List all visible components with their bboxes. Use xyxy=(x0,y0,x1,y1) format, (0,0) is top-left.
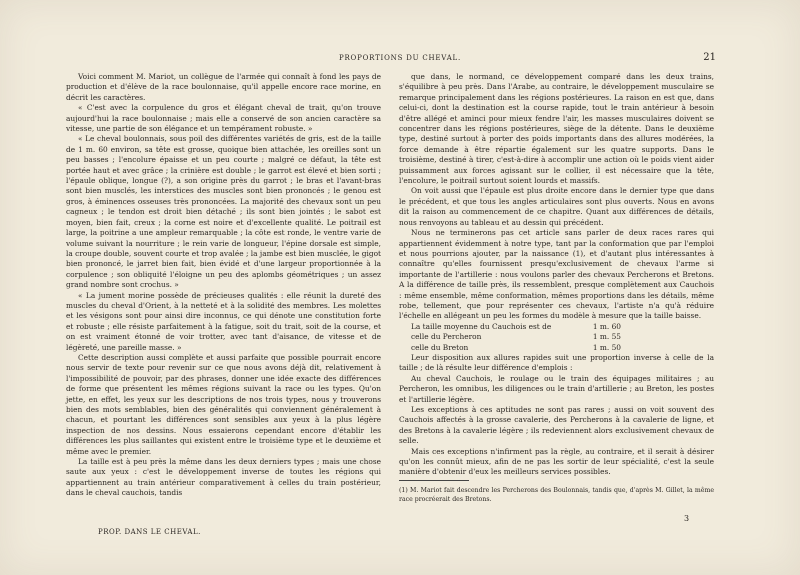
table-cell-value: 1 m. 60 xyxy=(592,321,621,331)
paragraph: On voit aussi que l'épaule est plus droite encore dans le dernier type que dans le précédent, et que tous les angles articulaires sont plus ouverts. Nous en avons dit la raison au commencement de ce chapitre. Quant aux différences de détails, nous renvoyons au tableau et au dessin qui précédent. xyxy=(399,186,714,227)
right-column xyxy=(399,72,714,478)
table-row xyxy=(411,322,621,332)
table-row xyxy=(411,332,621,342)
paragraph: « Le cheval boulonnais, sous poil des différentes variétés de gris, est de la taille de 1 m. 60 environ, sa tête est grosse, quoique bien attachée, les oreilles sont un peu basses ; l'encolure épaisse et un peu courte ; malgré ce défaut, la tête est portée haut et avec grâce ; la crinière est double ; le garrot est élevé et bien sorti ; l'épaule oblique, longue (?), a son origine près du garrot ; le bras et l'avant-bras sont bien musclés, les interstices des muscles sont bien prononcés ; le genou est gros, à éminences osseuses très prononcées. La majorité des chevaux sont un peu cagneux ; le tendon est droit bien détaché ; ils sont bien jointés ; le sabot est moyen, bien fait, creux ; la corne est noire et d'excellente qualité. Le poitrail est large, la poitrine a une ampleur remarquable ; la côte est ronde, le ventre varie de volume suivant la nourriture ; le rein varie de longueur, l'épine dorsale est simple, la croupe double, souvent courte et trop avalée ; la jambe est bien musclée, le gigot bien prononcé, le jarret bien fait, bien évidé et d'une largeur proportionnée à la corpulence ; son obliquité l'éloigne un peu des aplombs géométriques ; un assez grand nombre sont crochus. » xyxy=(66,134,381,290)
table-cell-label: La taille moyenne du Cauchois est de xyxy=(411,321,552,331)
left-column xyxy=(66,72,381,499)
footer-title: PROP. DANS LE CHEVAL. xyxy=(98,528,201,536)
paragraph: Les exceptions à ces aptitudes ne sont pas rares ; aussi on voit souvent des Cauchois affectés à la grosse cavalerie, des Percherons à la cavalerie de ligne, et des Bretons à la cavalerie légère ; ils redeviennent alors exclusivement chevaux de selle. xyxy=(399,405,714,446)
footnote: (1) M. Mariot fait descendre les Percherons des Boulonnais, tandis que, d'après M. Gillet, la même race procréerait des Bretons. xyxy=(399,487,714,503)
table-row xyxy=(411,343,621,353)
running-head: PROPORTIONS DU CHEVAL. xyxy=(338,54,462,62)
paragraph: Leur disposition aux allures rapides suit une proportion inverse à celle de la taille ; de là résulte leur différence d'emplois : xyxy=(399,352,714,373)
footnote-rule xyxy=(399,480,469,481)
table-cell-label: celle du Percheron xyxy=(411,332,482,342)
paragraph: Voici comment M. Mariot, un collègue de l'armée qui connaît à fond les pays de production et d'élève de la race boulonnaise, qu'il appelle encore race morine, en décrit les caractères. xyxy=(66,72,381,102)
paragraph: Au cheval Cauchois, le roulage ou le train des équipages militaires ; au Percheron, les omnibus, les diligences ou le train d'artillerie ; au Breton, les postes et l'artillerie légère. xyxy=(399,373,714,404)
paragraph: Cette description aussi complète et aussi parfaite que possible pourrait encore nous servir de texte pour revenir sur ce que nous avons déjà dit, relativement à l'impossibilité de pouvoir, par des phrases, donner une idée exacte des différences de forme que présentent les mêmes régions suivant la race ou les types. Qu'on jette, en effet, les yeux sur les descriptions de nos trois types, nous y trouverons bien des mots semblables, bien des généralités qui conviennent généralement à chacun, et pourtant les différences sont sensibles aux yeux à la plus légère inspection de nos dessins. Nous essaierons cependant encore d'établir les différences les plus saillantes qui existent entre le troisième type et le deuxième et même avec le premier. xyxy=(66,352,381,456)
paragraph: Nous ne terminerons pas cet article sans parler de deux races rares qui appartiennent évidemment à notre type, tant par la conformation que par l'emploi et nous pourrions ajouter, par la naissance (1), et d'autant plus intéressantes à connaître qu'elles fournissent presqu'exclusivement de chevaux l'arme si importante de l'artillerie : nous voulons parler des chevaux Percherons et Bretons. A la différence de taille près, ils ressemblent, presque complètement aux Cauchois : même ensemble, même conformation, mêmes proportions dans les détails, même robe, tellement, que pour représenter ces chevaux, l'artiste n'a qu'à réduire l'échelle en allégeant un peu les formes du modèle à mesure que la taille baisse. xyxy=(399,228,714,321)
signature-mark: 3 xyxy=(684,514,690,523)
paragraph: Mais ces exceptions n'infirment pas la règle, au contraire, et il serait à désirer qu'on les connût mieux, afin de ne pas les sortir de leur spécialité, c'est la seule manière d'obtenir d'eux les meilleurs services possibles. xyxy=(399,446,714,477)
table-cell-value: 1 m. 50 xyxy=(592,342,621,352)
paragraph: La taille est à peu près la même dans les deux derniers types ; mais une chose saute aux yeux : c'est le développement inverse de toutes les régions qui appartiennent au train antérieur comparativement à celles du train postérieur, dans le cheval cauchois, tandis xyxy=(66,457,381,498)
paragraph: que dans, le normand, ce développement comparé dans les deux trains, s'équilibre à peu près. Dans l'Arabe, au contraire, le développement musculaire se remarque principalement dans les régions postérieures. La raison en est que, dans celui-ci, dont la destination est la course rapide, tout le train antérieur à besoin d'être allégé et aminci pour mieux fendre l'air, les masses musculaires doivent se concentrer dans les régions postérieures, siège de la détente. Dans le deuxième type, destiné surtout à porter des poids importants dans des allures modérées, la force demande à être répartie également sur les quatre supports. Dans le troisième, destiné à tirer, c'est-à-dire à accomplir une action où le poids vient aider puissamment aux forces agissant sur le collier, il est nécessaire que la tête, l'encolure, le poitrail surtout soient lourds et massifs. xyxy=(399,72,714,186)
page-number: 21 xyxy=(703,52,716,63)
table-cell-value: 1 m. 55 xyxy=(592,332,621,342)
table-cell-label: celle du Breton xyxy=(411,342,469,352)
size-table xyxy=(411,322,621,353)
paragraph: « La jument morine possède de précieuses qualités : elle réunit la dureté des muscles du cheval d'Orient, à la netteté et à la solidité des membres. Les molettes et les vésigons sont pour ainsi dire inconnus, ce qui dénote une constitution forte et robuste ; elle résiste parfaitement à la fatigue, soit du trait, soit de la course, et on est vraiment étonné de voir trotter, avec tant d'aisance, de vitesse et de légèreté, une pareille masse. » xyxy=(66,290,381,352)
paragraph: « C'est avec la corpulence du gros et élégant cheval de trait, qu'on trouve aujourd'hui la race boulonnaise ; mais elle a conservé de son ancien caractère sa vitesse, une partie de son élégance et un tempérament robuste. » xyxy=(66,103,381,134)
